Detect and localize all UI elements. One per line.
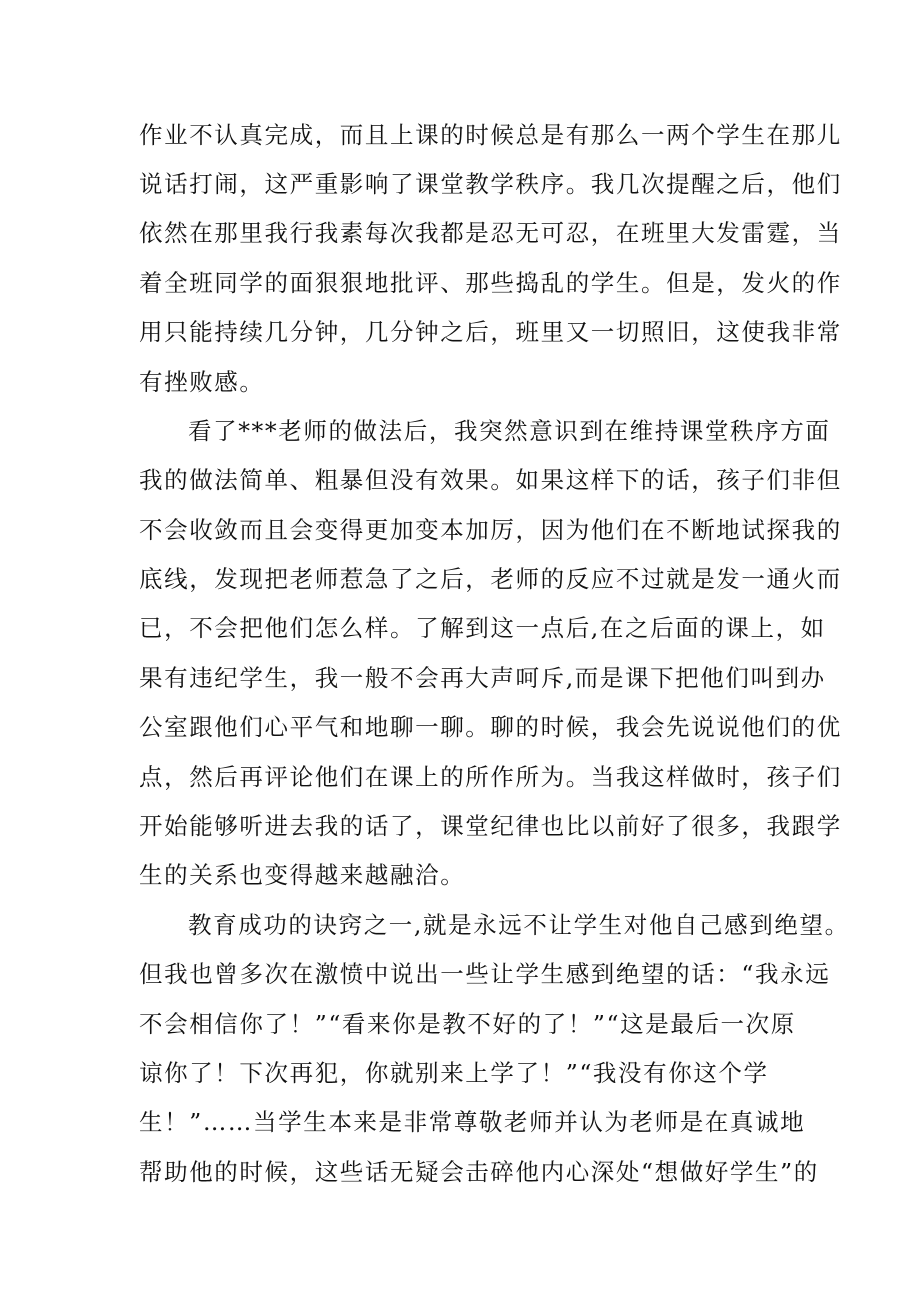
text-line: 说话打闹，这严重影响了课堂教学秩序。我几次提醒之后，他们 bbox=[139, 170, 842, 198]
text-line: 不会收敛而且会变得更加变本加厉，因为他们在不断地试探我的 bbox=[139, 516, 842, 544]
paragraph-first-line: 教育成功的诀窍之一,就是永远不让学生对他自己感到绝望。 bbox=[188, 911, 850, 939]
text-line: 已，不会把他们怎么样。了解到这一点后,在之后面的课上，如 bbox=[139, 614, 826, 642]
text-line: 底线，发现把老师惹急了之后，老师的反应不过就是发一通火而 bbox=[139, 565, 842, 593]
text-line: 果有违纪学生，我一般不会再大声呵斥,而是课下把他们叫到办 bbox=[139, 664, 826, 692]
text-line: 帮助他的时候，这些话无疑会击碎他内心深处“想做好学生”的 bbox=[139, 1158, 819, 1186]
text-line: 生！”……当学生本来是非常尊敬老师并认为老师是在真诚地 bbox=[139, 1108, 806, 1136]
paragraph-first-line: 看了***老师的做法后，我突然意识到在维持课堂秩序方面 bbox=[188, 417, 831, 445]
text-line: 开始能够听进去我的话了，课堂纪律也比以前好了很多，我跟学 bbox=[139, 812, 842, 840]
text-line: 谅你了！下次再犯，你就别来上学了！”“我没有你这个学 bbox=[139, 1059, 769, 1087]
text-line: 生的关系也变得越来越融洽。 bbox=[139, 861, 466, 889]
text-line: 用只能持续几分钟，几分钟之后，班里又一切照旧，这使我非常 bbox=[139, 318, 842, 346]
text-line: 公室跟他们心平气和地聊一聊。聊的时候，我会先说说他们的优 bbox=[139, 713, 842, 741]
text-line: 作业不认真完成，而且上课的时候总是有那么一两个学生在那儿 bbox=[139, 121, 842, 149]
text-line: 有挫败感。 bbox=[139, 368, 265, 396]
text-line: 我的做法简单、粗暴但没有效果。如果这样下的话，孩子们非但 bbox=[139, 466, 842, 494]
text-line: 依然在那里我行我素每次我都是忍无可忍，在班里大发雷霆，当 bbox=[139, 219, 842, 247]
text-line: 但我也曾多次在激愤中说出一些让学生感到绝望的话：“我永远 bbox=[139, 960, 831, 988]
text-line: 着全班同学的面狠狠地批评、那些捣乱的学生。但是，发火的作 bbox=[139, 269, 842, 297]
text-line: 点，然后再评论他们在课上的所作所为。当我这样做时，孩子们 bbox=[139, 763, 842, 791]
text-line: 不会相信你了！”“看来你是教不好的了！”“这是最后一次原 bbox=[139, 1010, 796, 1038]
